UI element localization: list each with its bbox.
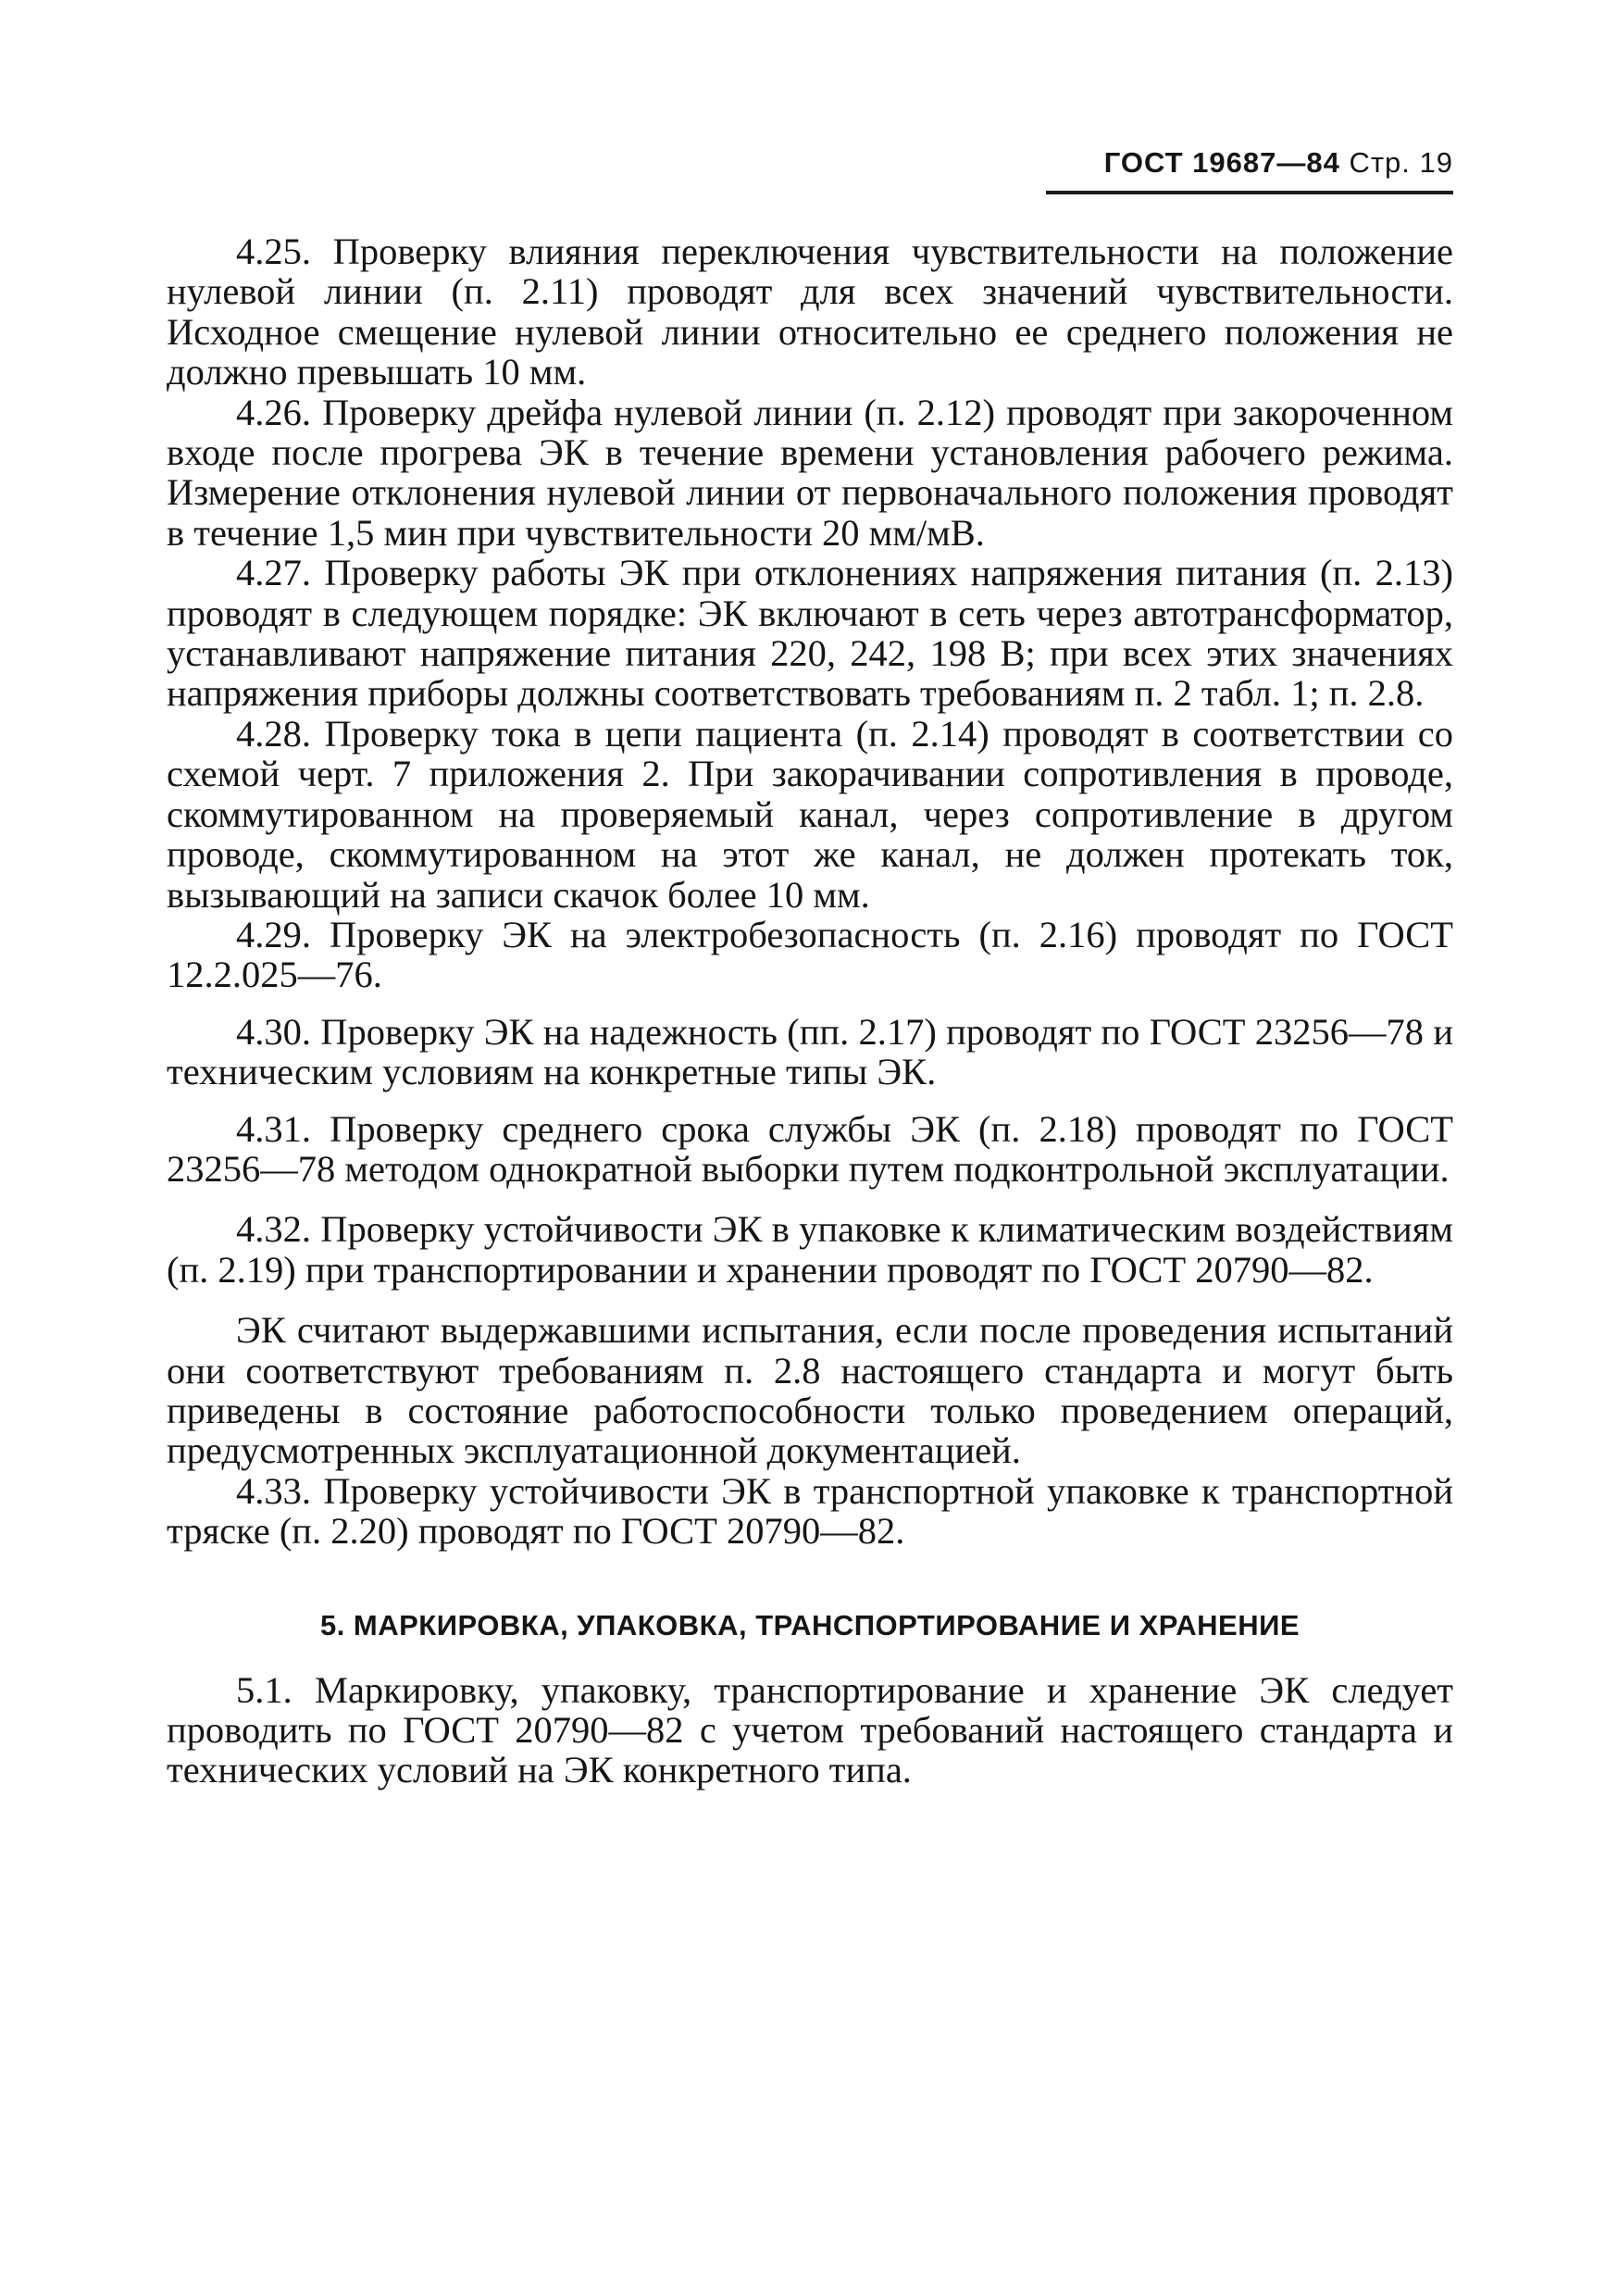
paragraph-4-25: 4.25. Проверку влияния переключения чувствительности на положение нулевой линии (п. 2.11) проводят для всех значений чувствительности. Исходное смещение нулевой линии относительно ее среднего положения не должно превышать 10 мм.	[167, 231, 1453, 393]
paragraph-5-1: 5.1. Маркировку, упаковку, транспортирование и хранение ЭК следует проводить по ГОСТ 20790—82 с учетом требований настоящего стандарта и технических условий на ЭК конкретного типа.	[167, 1668, 1453, 1791]
header-page-number: Стр. 19	[1349, 146, 1453, 179]
running-header	[1046, 146, 1453, 194]
paragraph-4-31: 4.31. Проверку среднего срока службы ЭК (п. 2.18) проводят по ГОСТ 23256—78 методом однократной выборки путем подконтрольной эксплуатации.	[167, 1107, 1453, 1190]
document-body	[167, 231, 1453, 1791]
paragraph-4-32: 4.32. Проверку устойчивости ЭК в упаковке к климатическим воздействиям (п. 2.19) при транспортировании и хранении проводят по ГОСТ 20790—82.	[167, 1208, 1453, 1291]
paragraph-4-26: 4.26. Проверку дрейфа нулевой линии (п. 2.12) проводят при закороченном входе после прогрева ЭК в течение времени установления рабочего режима. Измерение отклонения нулевой линии от первоначального положения проводят в течение 1,5 мин при чувствительности 20 мм/мВ.	[167, 391, 1453, 554]
paragraph-4-27: 4.27. Проверку работы ЭК при отклонениях напряжения питания (п. 2.13) проводят в следующем порядке: ЭК включают в сеть через автотрансформатор, устанавливают напряжение питания 220, 242, 198 В; при всех этих значениях напряжения приборы должны соответствовать требованиям п. 2 табл. 1; п. 2.8.	[167, 552, 1453, 715]
paragraph-4-28: 4.28. Проверку тока в цепи пациента (п. 2.14) проводят в соответствии со схемой черт. 7 приложения 2. При закорачивании сопротивления в проводе, скоммутированном на проверяемый канал, через сопротивление в другом проводе, скоммутированном на этот же канал, не должен протекать ток, вызывающий на записи скачок более 10 мм.	[167, 712, 1453, 916]
section-5-title: 5. МАРКИРОВКА, УПАКОВКА, ТРАНСПОРТИРОВАНИЕ И ХРАНЕНИЕ	[319, 1608, 1301, 1641]
paragraph-test-conclusion: ЭК считают выдержавшими испытания, если после проведения испытаний они соответствуют требованиям п. 2.8 настоящего стандарта и могут быть приведены в состояние работоспособности только проведением операций, предусмотренных эксплуатационной документацией.	[167, 1309, 1453, 1472]
paragraph-4-33: 4.33. Проверку устойчивости ЭК в транспортной упаковке к транспортной тряске (п. 2.20) проводят по ГОСТ 20790—82.	[167, 1469, 1453, 1553]
paragraph-4-29: 4.29. Проверку ЭК на электробезопасность (п. 2.16) проводят по ГОСТ 12.2.025—76.	[167, 913, 1453, 996]
paragraph-4-30: 4.30. Проверку ЭК на надежность (пп. 2.17) проводят по ГОСТ 23256—78 и техническим условиям на конкретные типы ЭК.	[167, 1010, 1453, 1093]
header-standard: ГОСТ 19687—84	[1103, 146, 1340, 179]
